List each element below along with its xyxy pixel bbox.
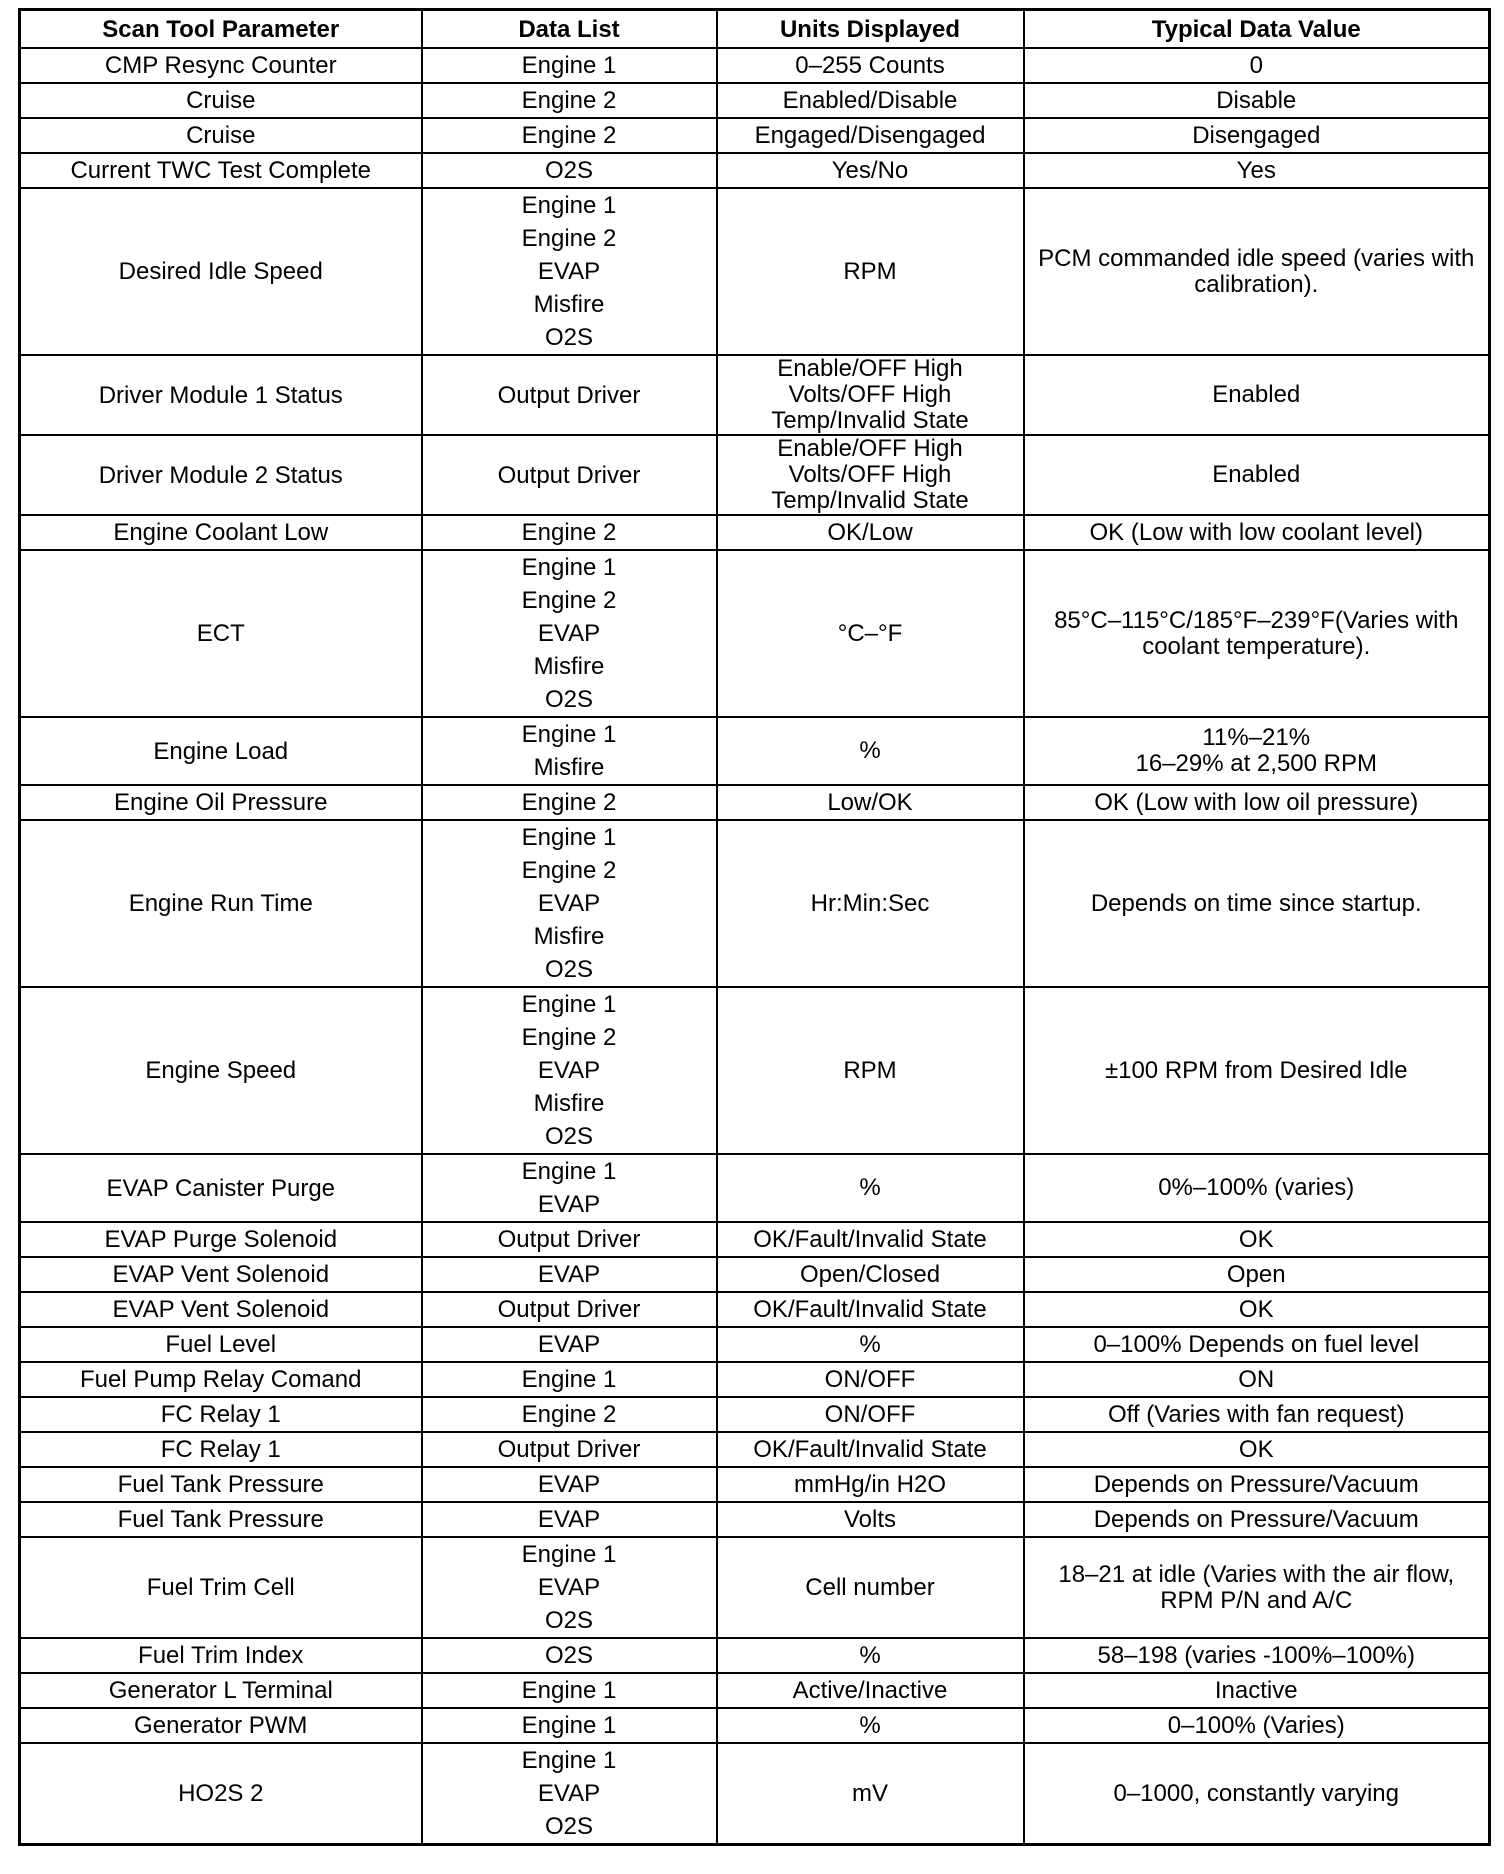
- cell-units-displayed: 0–255 Counts: [717, 48, 1024, 83]
- cell-units-displayed: mV: [717, 1743, 1024, 1845]
- cell-scan-tool-parameter: FC Relay 1: [20, 1432, 422, 1467]
- cell-data-list: [422, 83, 717, 118]
- cell-data-list: [422, 717, 717, 785]
- data-list-item: Engine 1: [521, 721, 617, 748]
- table-row: [20, 1502, 1490, 1537]
- cell-typical-data-value: Depends on time since startup.: [1024, 820, 1490, 987]
- data-list-item: Engine 2: [521, 857, 617, 884]
- cell-scan-tool-parameter: Engine Load: [20, 717, 422, 785]
- cell-units-displayed: Yes/No: [717, 153, 1024, 188]
- data-list-item: Misfire: [533, 923, 605, 950]
- data-list-item: Engine 2: [521, 225, 617, 252]
- cell-scan-tool-parameter: EVAP Vent Solenoid: [20, 1292, 422, 1327]
- cell-scan-tool-parameter: Fuel Trim Index: [20, 1638, 422, 1673]
- data-list-item: Misfire: [533, 1090, 605, 1117]
- cell-scan-tool-parameter: Fuel Trim Cell: [20, 1537, 422, 1638]
- cell-data-list: [422, 1362, 717, 1397]
- data-list-item: EVAP: [537, 1331, 601, 1358]
- cell-typical-data-value: 85°C–115°C/185°F–239°F(Varies with coolant temperature).: [1024, 550, 1490, 717]
- table-row: [20, 1467, 1490, 1502]
- data-list-item: Engine 1: [521, 554, 617, 581]
- data-list-item: O2S: [544, 1607, 594, 1634]
- cell-data-list: [422, 153, 717, 188]
- cell-typical-data-value: Inactive: [1024, 1673, 1490, 1708]
- cell-scan-tool-parameter: Driver Module 2 Status: [20, 435, 422, 515]
- data-list-item: Engine 1: [521, 824, 617, 851]
- cell-units-displayed: Volts: [717, 1502, 1024, 1537]
- data-list-item: Engine 1: [521, 991, 617, 1018]
- cell-typical-data-value: 11%–21% 16–29% at 2,500 RPM: [1024, 717, 1490, 785]
- cell-data-list: [422, 48, 717, 83]
- data-list-item: Engine 2: [521, 789, 617, 816]
- cell-typical-data-value: PCM commanded idle speed (varies with calibration).: [1024, 188, 1490, 355]
- cell-units-displayed: °C–°F: [717, 550, 1024, 717]
- data-list-item: Misfire: [533, 291, 605, 318]
- cell-units-displayed: OK/Low: [717, 515, 1024, 550]
- cell-units-displayed: Low/OK: [717, 785, 1024, 820]
- data-list-item: Engine 2: [521, 1401, 617, 1428]
- cell-data-list: [422, 1502, 717, 1537]
- table-row: [20, 83, 1490, 118]
- cell-data-list: [422, 1397, 717, 1432]
- cell-data-list: [422, 1154, 717, 1222]
- data-list-item: O2S: [544, 1813, 594, 1840]
- data-list-item: Output Driver: [497, 1436, 641, 1463]
- data-list-item: Engine 2: [521, 1024, 617, 1051]
- data-list-item: EVAP: [537, 1057, 601, 1084]
- data-list-item: O2S: [544, 956, 594, 983]
- table-row: [20, 435, 1490, 515]
- table-row: [20, 820, 1490, 987]
- cell-units-displayed: %: [717, 1708, 1024, 1743]
- data-list-item: Engine 2: [521, 122, 617, 149]
- table-row: [20, 1292, 1490, 1327]
- data-list-item: Engine 2: [521, 519, 617, 546]
- cell-scan-tool-parameter: EVAP Canister Purge: [20, 1154, 422, 1222]
- cell-data-list: [422, 1432, 717, 1467]
- cell-units-displayed: Engaged/Disengaged: [717, 118, 1024, 153]
- cell-scan-tool-parameter: Driver Module 1 Status: [20, 355, 422, 435]
- cell-typical-data-value: ON: [1024, 1362, 1490, 1397]
- cell-data-list: [422, 1673, 717, 1708]
- table-row: [20, 550, 1490, 717]
- data-list-item: EVAP: [537, 1471, 601, 1498]
- cell-units-displayed: Enable/OFF High Volts/OFF High Temp/Invalid State: [717, 435, 1024, 515]
- cell-typical-data-value: OK: [1024, 1432, 1490, 1467]
- cell-units-displayed: %: [717, 1327, 1024, 1362]
- cell-typical-data-value: Depends on Pressure/Vacuum: [1024, 1502, 1490, 1537]
- cell-typical-data-value: Enabled: [1024, 435, 1490, 515]
- cell-scan-tool-parameter: Cruise: [20, 83, 422, 118]
- cell-units-displayed: RPM: [717, 987, 1024, 1154]
- table-row: [20, 355, 1490, 435]
- cell-units-displayed: %: [717, 1154, 1024, 1222]
- table-row: [20, 1362, 1490, 1397]
- cell-typical-data-value: Enabled: [1024, 355, 1490, 435]
- data-list-item: Output Driver: [497, 1296, 641, 1323]
- data-list-item: O2S: [544, 157, 594, 184]
- cell-scan-tool-parameter: Engine Run Time: [20, 820, 422, 987]
- data-list-item: Engine 1: [521, 1366, 617, 1393]
- data-list-item: Engine 1: [521, 1541, 617, 1568]
- data-list-item: Engine 1: [521, 1747, 617, 1774]
- table-row: [20, 118, 1490, 153]
- cell-units-displayed: Cell number: [717, 1537, 1024, 1638]
- data-list-item: Misfire: [533, 754, 605, 781]
- cell-scan-tool-parameter: ECT: [20, 550, 422, 717]
- cell-data-list: [422, 1743, 717, 1845]
- header-data-list: Data List: [422, 10, 717, 49]
- cell-scan-tool-parameter: Engine Coolant Low: [20, 515, 422, 550]
- cell-units-displayed: Active/Inactive: [717, 1673, 1024, 1708]
- cell-scan-tool-parameter: Engine Speed: [20, 987, 422, 1154]
- data-list-item: O2S: [544, 1123, 594, 1150]
- cell-scan-tool-parameter: Engine Oil Pressure: [20, 785, 422, 820]
- cell-typical-data-value: Disengaged: [1024, 118, 1490, 153]
- data-list-item: EVAP: [537, 620, 601, 647]
- cell-scan-tool-parameter: Fuel Tank Pressure: [20, 1467, 422, 1502]
- scan-tool-data-table-container: [18, 8, 1488, 1846]
- cell-typical-data-value: OK (Low with low coolant level): [1024, 515, 1490, 550]
- cell-units-displayed: Hr:Min:Sec: [717, 820, 1024, 987]
- data-list-item: Engine 2: [521, 587, 617, 614]
- cell-data-list: [422, 1467, 717, 1502]
- cell-scan-tool-parameter: EVAP Purge Solenoid: [20, 1222, 422, 1257]
- cell-typical-data-value: 0–1000, constantly varying: [1024, 1743, 1490, 1845]
- cell-scan-tool-parameter: HO2S 2: [20, 1743, 422, 1845]
- table-row: [20, 987, 1490, 1154]
- data-list-item: Engine 2: [521, 87, 617, 114]
- cell-data-list: [422, 1708, 717, 1743]
- cell-units-displayed: ON/OFF: [717, 1362, 1024, 1397]
- table-row: [20, 1257, 1490, 1292]
- cell-scan-tool-parameter: Cruise: [20, 118, 422, 153]
- cell-data-list: [422, 550, 717, 717]
- cell-scan-tool-parameter: Current TWC Test Complete: [20, 153, 422, 188]
- table-row: [20, 188, 1490, 355]
- cell-data-list: [422, 1257, 717, 1292]
- data-list-item: Engine 1: [521, 52, 617, 79]
- cell-data-list: [422, 1537, 717, 1638]
- cell-scan-tool-parameter: Fuel Tank Pressure: [20, 1502, 422, 1537]
- data-list-item: EVAP: [537, 1261, 601, 1288]
- cell-typical-data-value: 18–21 at idle (Varies with the air flow, RPM P/N and A/C: [1024, 1537, 1490, 1638]
- cell-data-list: [422, 1292, 717, 1327]
- cell-typical-data-value: Depends on Pressure/Vacuum: [1024, 1467, 1490, 1502]
- cell-data-list: [422, 435, 717, 515]
- cell-scan-tool-parameter: FC Relay 1: [20, 1397, 422, 1432]
- cell-data-list: [422, 515, 717, 550]
- data-list-item: EVAP: [537, 1780, 601, 1807]
- cell-units-displayed: Open/Closed: [717, 1257, 1024, 1292]
- cell-typical-data-value: ±100 RPM from Desired Idle: [1024, 987, 1490, 1154]
- cell-units-displayed: RPM: [717, 188, 1024, 355]
- table-row: [20, 1537, 1490, 1638]
- cell-typical-data-value: 0: [1024, 48, 1490, 83]
- cell-units-displayed: OK/Fault/Invalid State: [717, 1222, 1024, 1257]
- table-row: [20, 1222, 1490, 1257]
- cell-scan-tool-parameter: Fuel Pump Relay Comand: [20, 1362, 422, 1397]
- data-list-item: EVAP: [537, 890, 601, 917]
- cell-scan-tool-parameter: Generator L Terminal: [20, 1673, 422, 1708]
- data-list-item: Engine 1: [521, 192, 617, 219]
- data-list-item: Engine 1: [521, 1677, 617, 1704]
- cell-data-list: [422, 1222, 717, 1257]
- cell-typical-data-value: Open: [1024, 1257, 1490, 1292]
- cell-typical-data-value: Disable: [1024, 83, 1490, 118]
- cell-data-list: [422, 1327, 717, 1362]
- table-row: [20, 1327, 1490, 1362]
- data-list-item: Output Driver: [497, 461, 641, 489]
- cell-scan-tool-parameter: EVAP Vent Solenoid: [20, 1257, 422, 1292]
- cell-units-displayed: OK/Fault/Invalid State: [717, 1432, 1024, 1467]
- table-row: [20, 515, 1490, 550]
- data-list-item: O2S: [544, 1642, 594, 1669]
- cell-data-list: [422, 118, 717, 153]
- table-row: [20, 1432, 1490, 1467]
- cell-data-list: [422, 355, 717, 435]
- cell-data-list: [422, 987, 717, 1154]
- cell-scan-tool-parameter: CMP Resync Counter: [20, 48, 422, 83]
- cell-typical-data-value: OK (Low with low oil pressure): [1024, 785, 1490, 820]
- cell-typical-data-value: OK: [1024, 1292, 1490, 1327]
- data-list-item: Engine 1: [521, 1712, 617, 1739]
- cell-data-list: [422, 188, 717, 355]
- cell-units-displayed: mmHg/in H2O: [717, 1467, 1024, 1502]
- cell-scan-tool-parameter: Generator PWM: [20, 1708, 422, 1743]
- cell-units-displayed: %: [717, 1638, 1024, 1673]
- cell-typical-data-value: 0–100% (Varies): [1024, 1708, 1490, 1743]
- data-list-item: EVAP: [537, 258, 601, 285]
- cell-data-list: [422, 785, 717, 820]
- header-scan-tool-parameter: Scan Tool Parameter: [20, 10, 422, 49]
- data-list-item: O2S: [544, 324, 594, 351]
- cell-typical-data-value: OK: [1024, 1222, 1490, 1257]
- table-row: [20, 48, 1490, 83]
- data-list-item: EVAP: [537, 1574, 601, 1601]
- data-list-item: EVAP: [537, 1506, 601, 1533]
- cell-scan-tool-parameter: Desired Idle Speed: [20, 188, 422, 355]
- cell-units-displayed: OK/Fault/Invalid State: [717, 1292, 1024, 1327]
- table-row: [20, 1673, 1490, 1708]
- scan-tool-data-table: [18, 8, 1491, 1846]
- table-header-row: [20, 10, 1490, 49]
- data-list-item: Misfire: [533, 653, 605, 680]
- table-row: [20, 1743, 1490, 1845]
- cell-units-displayed: %: [717, 717, 1024, 785]
- data-list-item: EVAP: [537, 1191, 601, 1218]
- cell-data-list: [422, 1638, 717, 1673]
- table-row: [20, 1638, 1490, 1673]
- table-row: [20, 153, 1490, 188]
- table-row: [20, 717, 1490, 785]
- table-row: [20, 1154, 1490, 1222]
- table-row: [20, 1397, 1490, 1432]
- data-list-item: Output Driver: [497, 381, 641, 409]
- data-list-item: Engine 1: [521, 1158, 617, 1185]
- table-row: [20, 785, 1490, 820]
- table-row: [20, 1708, 1490, 1743]
- cell-typical-data-value: Off (Varies with fan request): [1024, 1397, 1490, 1432]
- cell-typical-data-value: 0%–100% (varies): [1024, 1154, 1490, 1222]
- table-body: [20, 48, 1490, 1845]
- cell-typical-data-value: 58–198 (varies -100%–100%): [1024, 1638, 1490, 1673]
- cell-scan-tool-parameter: Fuel Level: [20, 1327, 422, 1362]
- cell-units-displayed: Enable/OFF High Volts/OFF High Temp/Invalid State: [717, 355, 1024, 435]
- header-units-displayed: Units Displayed: [717, 10, 1024, 49]
- cell-units-displayed: Enabled/Disable: [717, 83, 1024, 118]
- cell-typical-data-value: Yes: [1024, 153, 1490, 188]
- header-typical-data-value: Typical Data Value: [1024, 10, 1490, 49]
- data-list-item: Output Driver: [497, 1226, 641, 1253]
- cell-typical-data-value: 0–100% Depends on fuel level: [1024, 1327, 1490, 1362]
- data-list-item: O2S: [544, 686, 594, 713]
- cell-units-displayed: ON/OFF: [717, 1397, 1024, 1432]
- cell-data-list: [422, 820, 717, 987]
